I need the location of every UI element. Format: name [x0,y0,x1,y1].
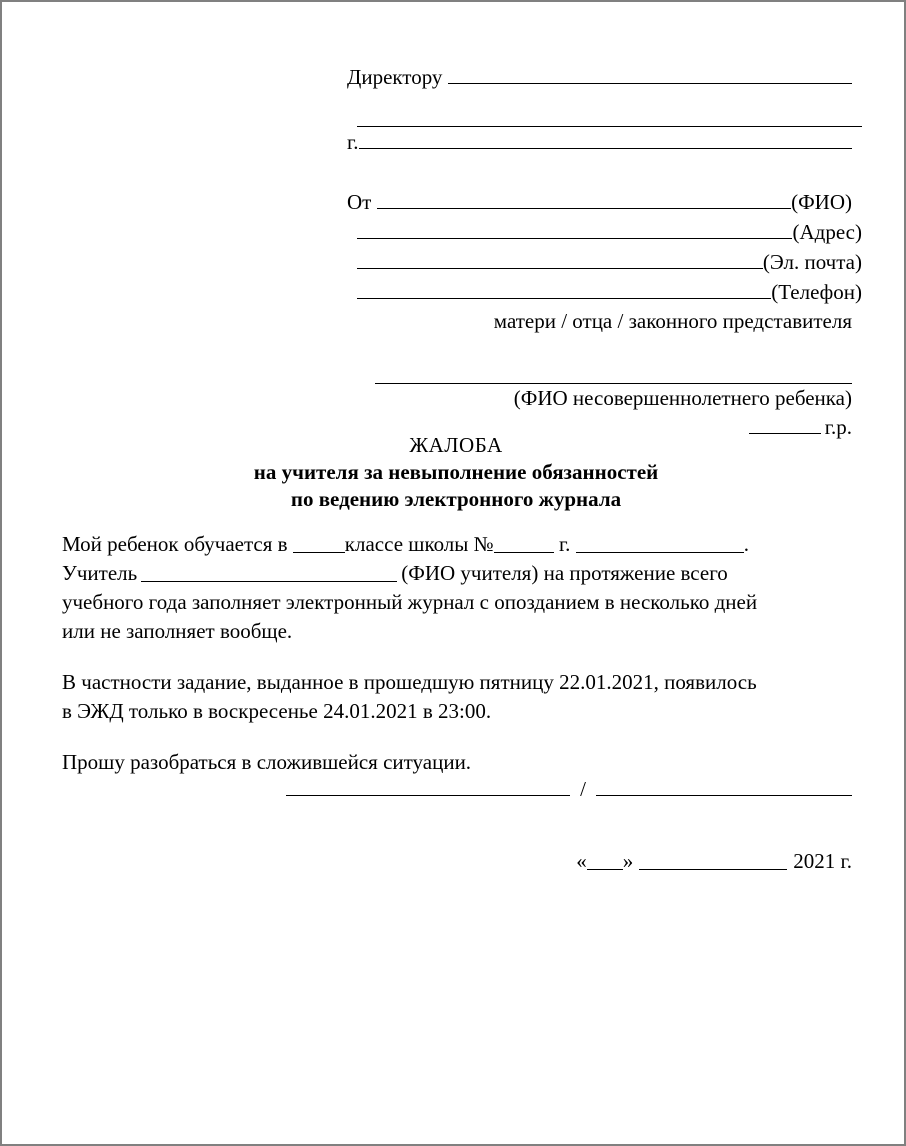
paragraph-3 [62,748,852,777]
director-second-row [347,105,862,127]
spacer [347,157,852,187]
spacer [347,336,852,362]
p1-line-4: или не заполняет вообще. [62,619,293,643]
class-number-blank[interactable] [293,531,345,553]
from-email-row [347,247,862,277]
child-fio-blank[interactable] [375,362,852,384]
paragraph-2 [62,668,852,726]
child-fio-row [347,362,852,384]
p2-line-2: в ЭЖД только в воскресенье 24.01.2021 в 23:00. [62,699,492,723]
p1-line-3: учебного года заполняет электронный журнал с опозданием в несколько дней [62,590,758,614]
signature-separator: / [580,777,586,801]
relation-caption: матери / отца / законного представителя [493,309,852,333]
document-title-block [60,432,852,513]
signature-name-blank[interactable] [596,774,852,796]
p1-segment-4: . [743,532,749,556]
spacer [347,92,852,105]
city-name-blank[interactable] [576,531,744,553]
fio-caption: (ФИО) [791,190,852,214]
from-label: От [347,190,372,214]
director-row [347,62,852,92]
signature-blank[interactable] [286,774,570,796]
p1-segment-3: г. [558,532,571,556]
p2-line-1: В частности задание, выданное в прошедшую пятницу 22.01.2021, появилось [62,670,757,694]
teacher-fio-blank[interactable] [141,560,397,582]
city-label: г. [347,130,359,154]
address-caption: (Адрес) [792,220,862,244]
document-subtitle-line-2: по ведению электронного журнала [290,487,622,511]
signature-block [60,774,852,804]
phone-caption: (Телефон) [771,280,862,304]
paragraph-1 [62,530,852,646]
birth-year-caption: г.р. [824,415,852,439]
from-address-row [347,217,862,247]
document-sheet [60,2,862,1144]
teacher-label: Учитель [62,561,138,585]
sender-fio-blank[interactable] [377,187,791,209]
school-number-blank[interactable] [494,531,554,553]
from-phone-row [347,277,862,307]
p1-segment-2: классе школы № [344,532,494,556]
p3-text: Прошу разобраться в сложившейся ситуации. [62,750,472,774]
sender-phone-blank[interactable] [357,277,771,299]
school-name-blank[interactable] [357,105,862,127]
date-month-blank[interactable] [639,848,787,870]
p1-segment-1: Мой ребенок обучается в [62,532,288,556]
city-blank[interactable] [359,127,853,149]
date-day-blank[interactable] [587,848,623,870]
teacher-note: (ФИО учителя) на протяжение всего [401,561,728,585]
email-caption: (Эл. почта) [762,250,862,274]
document-subtitle-line-1: на учителя за невыполнение обязанностей [253,460,659,484]
sender-address-blank[interactable] [357,217,792,239]
sender-email-blank[interactable] [357,247,763,269]
date-close-quote: » [622,849,634,873]
date-year: 2021 г. [793,849,852,873]
from-fio-row [347,187,852,217]
director-name-blank[interactable] [448,62,852,84]
document-body [62,530,852,777]
document-title: ЖАЛОБА [409,433,503,457]
date-row [60,847,852,876]
director-label: Директору [347,65,443,89]
child-fio-caption: (ФИО несовершеннолетнего ребенка) [513,386,852,410]
city-row [347,127,852,157]
date-open-quote: « [576,849,587,873]
addressee-block [347,62,862,442]
signature-row [60,774,852,804]
